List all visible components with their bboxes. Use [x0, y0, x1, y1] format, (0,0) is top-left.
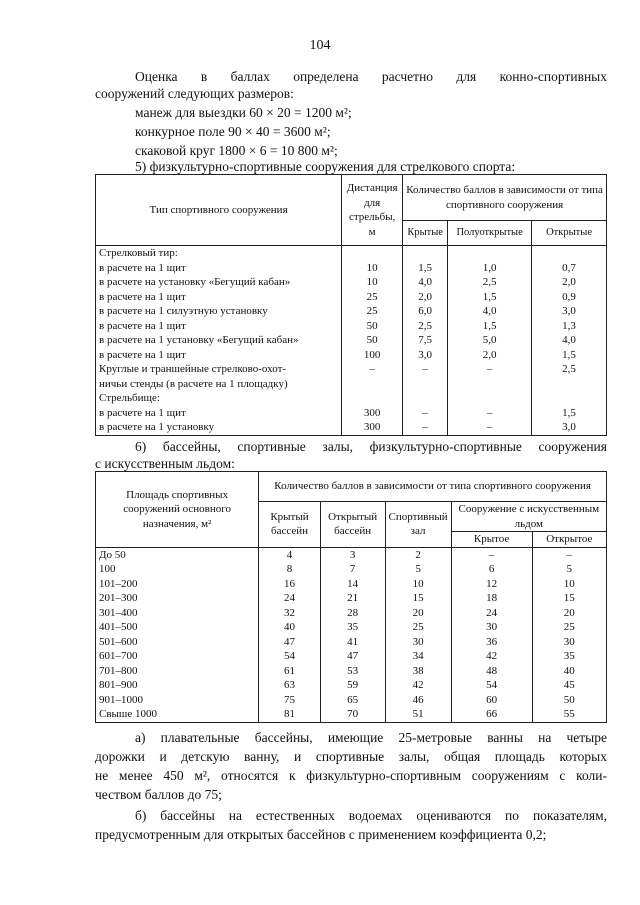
header-points: Количество баллов в зависимости от типа спортивного сооружения — [259, 472, 607, 502]
section-6-line-1: 6) бассейны, спортивные залы, физкультурно-спортивные сооружения — [135, 439, 607, 454]
intro-item-1: манеж для выездки 60 × 20 = 1200 м²; — [135, 105, 352, 120]
table-row: 901–1000 75 65 46 60 50 — [96, 693, 607, 708]
pools-halls-table — [95, 471, 607, 723]
table-row: Стрельбище: — [96, 391, 607, 406]
header-semi-open: Полуоткрытые — [448, 221, 532, 246]
page-number: 104 — [309, 38, 331, 53]
section-6-line-2: с искусственным льдом: — [95, 456, 235, 471]
header-type: Тип спортивного сооружения — [96, 175, 342, 246]
intro-line-1: Оценка в баллах определена расчетно для конно-спортивных — [135, 69, 607, 84]
header-covered-pool: Крытый бассейн — [259, 502, 321, 548]
intro-item-3: скаковой круг 1800 × 6 = 10 800 м²; — [135, 143, 338, 158]
note-b-line-1: б) бассейны на естественных водоемах оцениваются по показателям, — [135, 808, 607, 823]
table-row: Стрелковый тир: — [96, 246, 607, 261]
header-sport-hall: Спортивный зал — [385, 502, 451, 548]
table-row: в расчете на 1 щит 50 2,5 1,5 1,3 — [96, 319, 607, 334]
header-points: Количество баллов в зависимости от типа спортивного сооружения — [403, 175, 607, 221]
table-row: 801–900 63 59 42 54 45 — [96, 678, 607, 693]
header-distance: Дистанция для стрельбы, м — [342, 175, 403, 246]
intro-item-2: конкурное поле 90 × 40 = 3600 м²; — [135, 124, 331, 139]
table-row: 601–700 54 47 34 42 35 — [96, 649, 607, 664]
table-row: 701–800 61 53 38 48 40 — [96, 664, 607, 679]
note-a-line-4: чеством баллов до 75; — [95, 787, 222, 802]
table-row: 401–500 40 35 25 30 25 — [96, 620, 607, 635]
header-ice-open: Открытое — [532, 532, 606, 548]
table-row: До 50 4 3 2 – – — [96, 547, 607, 562]
table-row: 100 8 7 5 6 5 — [96, 562, 607, 577]
header-ice-covered: Крытое — [451, 532, 532, 548]
table-row: 301–400 32 28 20 24 20 — [96, 606, 607, 621]
header-covered: Крытые — [403, 221, 448, 246]
shooting-facilities-table — [95, 174, 607, 436]
table-row: в расчете на 1 установку «Бегущий кабан» 50 7,5 5,0 4,0 — [96, 333, 607, 348]
table-row: 501–600 47 41 30 36 30 — [96, 635, 607, 650]
note-a-line-1: а) плавательные бассейны, имеющие 25-метровые ванны на четыре — [135, 730, 607, 745]
note-a-line-2: дорожки и детскую ванну, и спортивные залы, общая площадь которых — [95, 749, 607, 764]
table-row: в расчете на 1 установку 300 – – 3,0 — [96, 420, 607, 435]
header-open: Открытые — [532, 221, 607, 246]
table-row: в расчете на 1 щит 300 – – 1,5 — [96, 406, 607, 421]
table-row: в расчете на 1 щит 25 2,0 1,5 0,9 — [96, 290, 607, 305]
header-open-pool: Открытый бассейн — [320, 502, 385, 548]
intro-line-2: сооружений следующих размеров: — [95, 86, 294, 101]
table-row: 201–300 24 21 15 18 15 — [96, 591, 607, 606]
note-b-line-2: предусмотренным для открытых бассейнов с применением коэффициента 0,2; — [95, 827, 547, 842]
header-area: Площадь спортивных сооружений основного назначения, м² — [96, 472, 259, 548]
table-row: в расчете на 1 силуэтную установку 25 6,0 4,0 3,0 — [96, 304, 607, 319]
table-row: Свыше 1000 81 70 51 66 55 — [96, 707, 607, 722]
header-ice: Сооружение с искусственным льдом — [451, 502, 606, 532]
table-row: в расчете на 1 щит 10 1,5 1,0 0,7 — [96, 261, 607, 276]
table-row: Круглые и траншейные стрелково-охот- – – – 2,5 — [96, 362, 607, 377]
table-row: в расчете на установку «Бегущий кабан» 10 4,0 2,5 2,0 — [96, 275, 607, 290]
section-5-heading: 5) физкультурно-спортивные сооружения для стрелкового спорта: — [135, 159, 516, 174]
note-a-line-3: не менее 450 м², относятся к физкультурно-спортивным сооружениям с коли- — [95, 768, 607, 783]
table-row: 101–200 16 14 10 12 10 — [96, 577, 607, 592]
table-row: в расчете на 1 щит 100 3,0 2,0 1,5 — [96, 348, 607, 363]
table-row: ничьи стенды (в расчете на 1 площадку) — [96, 377, 607, 392]
